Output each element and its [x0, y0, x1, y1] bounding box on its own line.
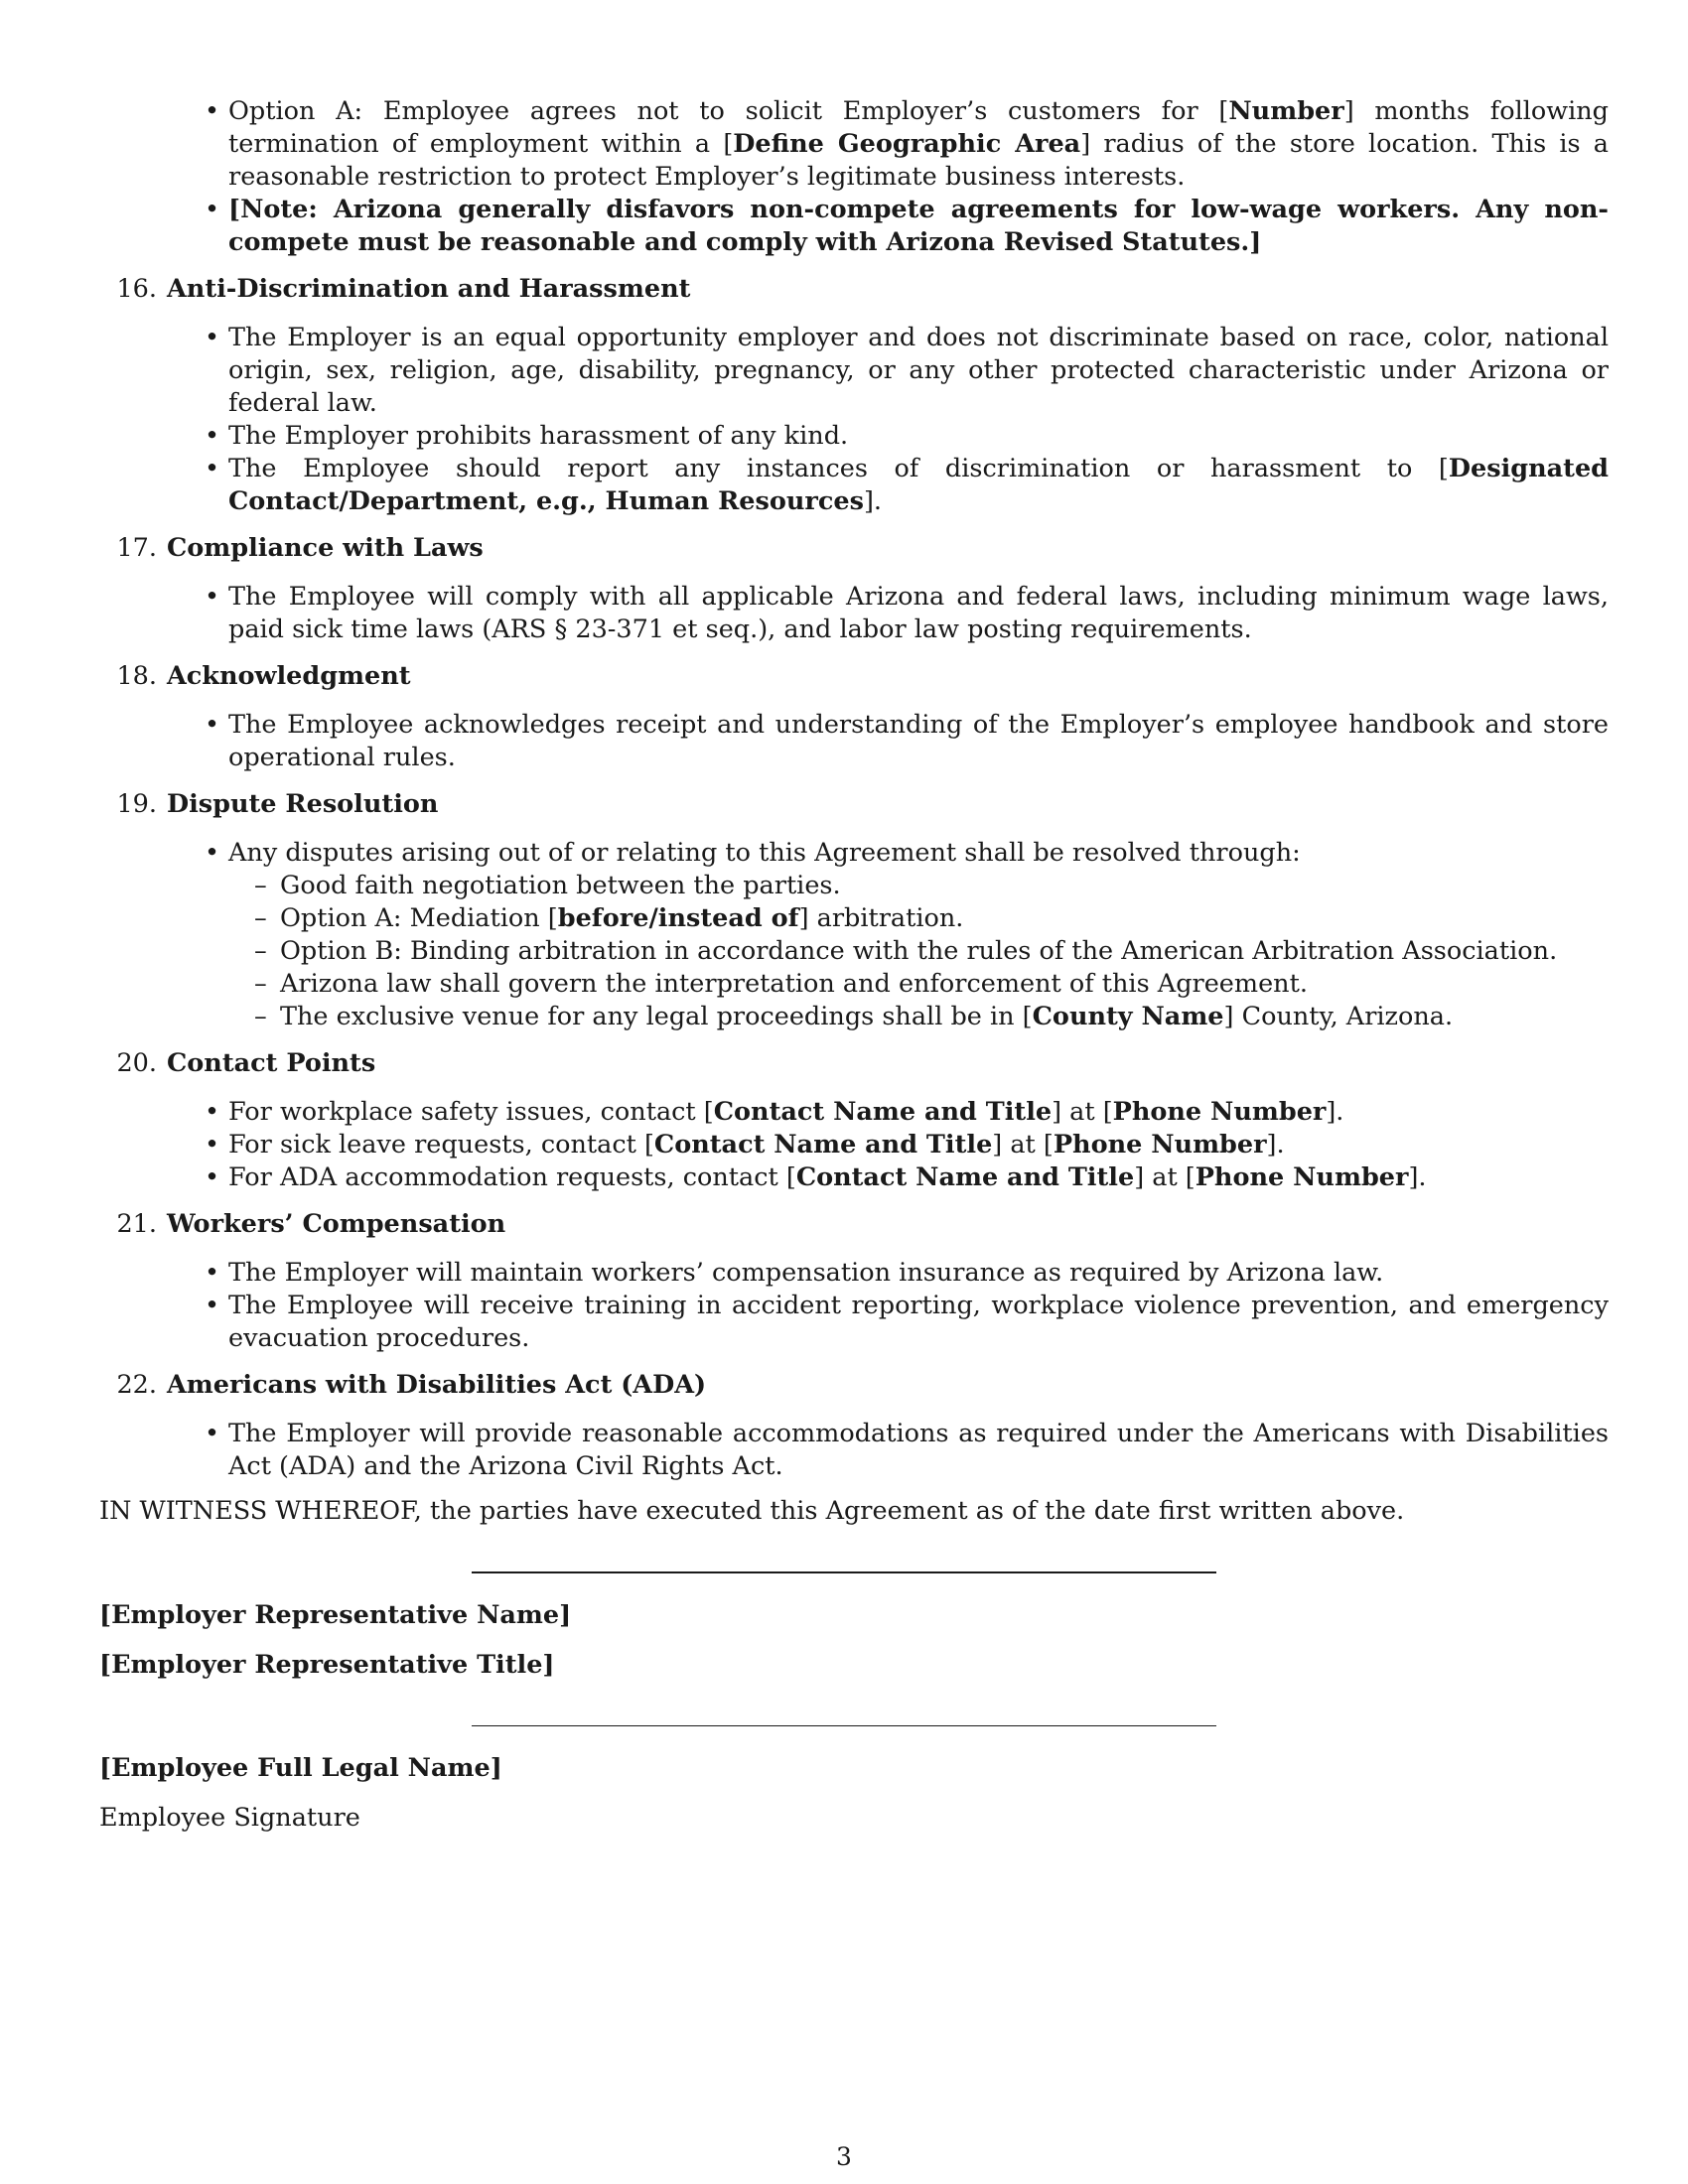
section-title: Acknowledgment	[167, 661, 411, 691]
section-workers-compensation	[99, 1208, 1609, 1355]
section-acknowledgment	[99, 660, 1609, 774]
section-number: 20.	[116, 1048, 157, 1078]
list-item: • The Employer is an equal opportunity employer and does not discriminate based on race, color, national origin, sex, religion, age, disability, pregnancy, or any other protected characteristic under Arizona or federal law.	[228, 322, 1609, 420]
section-title: Anti-Discrimination and Harassment	[167, 274, 691, 304]
employee-full-legal-name: [Employee Full Legal Name]	[99, 1753, 502, 1783]
section-number: 22.	[116, 1370, 157, 1400]
list-item: • Any disputes arising out of or relating to this Agreement shall be resolved through: – Good faith negotiation between the parties. – Option A: Mediation [before/instead of] arbitration. – Option B: Binding arbitration in accordance with the rules of the American Arbitration Association. – Arizona law shall govern the interpretation and enforcement of this Agreement. – The exclusive venue for any legal proceedings shall be in [County Name] County, Arizona.	[228, 837, 1609, 1033]
dispute-sublist	[228, 870, 1609, 1033]
section-title: Americans with Disabilities Act (ADA)	[167, 1370, 707, 1400]
list-item: • For sick leave requests, contact [Contact Name and Title] at [Phone Number].	[228, 1129, 1609, 1161]
list-item: • Option A: Employee agrees not to solicit Employer’s customers for [Number] months following termination of employment within a [Define Geographic Area] radius of the store location. This is a reasonable restriction to protect Employer’s legitimate business interests.	[228, 95, 1609, 194]
section-number: 17.	[116, 533, 157, 563]
section-anti-discrimination	[99, 273, 1609, 518]
list-item: • The Employee will receive training in accident reporting, workplace violence prevention, and emergency evacuation procedures.	[228, 1290, 1609, 1355]
witness-clause: IN WITNESS WHEREOF, the parties have executed this Agreement as of the date first written above.	[99, 1496, 1405, 1526]
sub-list-item: – Arizona law shall govern the interpretation and enforcement of this Agreement.	[280, 968, 1609, 1001]
section-title: Workers’ Compensation	[167, 1209, 506, 1239]
section-contact-points	[99, 1047, 1609, 1194]
section-title: Contact Points	[167, 1048, 376, 1078]
sub-list-item: – Option A: Mediation [before/instead of] arbitration.	[280, 902, 1609, 935]
list-item: • The Employee should report any instances of discrimination or harassment to [Designated Contact/Department, e.g., Human Resources].	[228, 453, 1609, 518]
section-number: 21.	[116, 1209, 157, 1239]
list-item: • The Employee acknowledges receipt and understanding of the Employer’s employee handbook and store operational rules.	[228, 709, 1609, 774]
employer-representative-name: [Employer Representative Name]	[99, 1600, 572, 1630]
employer-representative-title: [Employer Representative Title]	[99, 1650, 555, 1680]
document-page	[99, 95, 1609, 1835]
non-compete-note: [Note: Arizona generally disfavors non-compete agreements for low-wage workers. Any non-compete must be reasonable and comply with Arizona Revised Statutes.]	[228, 195, 1609, 257]
section-title: Dispute Resolution	[167, 789, 439, 819]
non-solicit-list	[99, 95, 1609, 259]
list-item: • The Employer will provide reasonable accommodations as required under the Americans with Disabilities Act (ADA) and the Arizona Civil Rights Act.	[228, 1418, 1609, 1483]
section-dispute-resolution	[99, 788, 1609, 1033]
page-number: 3	[836, 2142, 852, 2171]
employee-signature-label: Employee Signature	[99, 1803, 360, 1833]
list-item: • The Employer prohibits harassment of any kind.	[228, 420, 1609, 453]
list-item: • The Employee will comply with all applicable Arizona and federal laws, including minimum wage laws, paid sick time laws (ARS § 23-371 et seq.), and labor law posting requirements.	[228, 581, 1609, 646]
section-ada	[99, 1369, 1609, 1483]
list-item	[228, 194, 1609, 259]
section-compliance	[99, 532, 1609, 646]
sub-list-item: – The exclusive venue for any legal proceedings shall be in [County Name] County, Arizona.	[280, 1001, 1609, 1033]
section-title: Compliance with Laws	[167, 533, 484, 563]
section-number: 18.	[116, 661, 157, 691]
sub-list-item: – Good faith negotiation between the parties.	[280, 870, 1609, 902]
sub-list-item: – Option B: Binding arbitration in accordance with the rules of the American Arbitration Association.	[280, 935, 1609, 968]
list-item: • For ADA accommodation requests, contact [Contact Name and Title] at [Phone Number].	[228, 1161, 1609, 1194]
section-number: 19.	[116, 789, 157, 819]
list-item: • For workplace safety issues, contact [Contact Name and Title] at [Phone Number].	[228, 1096, 1609, 1129]
list-item: • The Employer will maintain workers’ compensation insurance as required by Arizona law.	[228, 1257, 1609, 1290]
section-number: 16.	[116, 274, 157, 304]
